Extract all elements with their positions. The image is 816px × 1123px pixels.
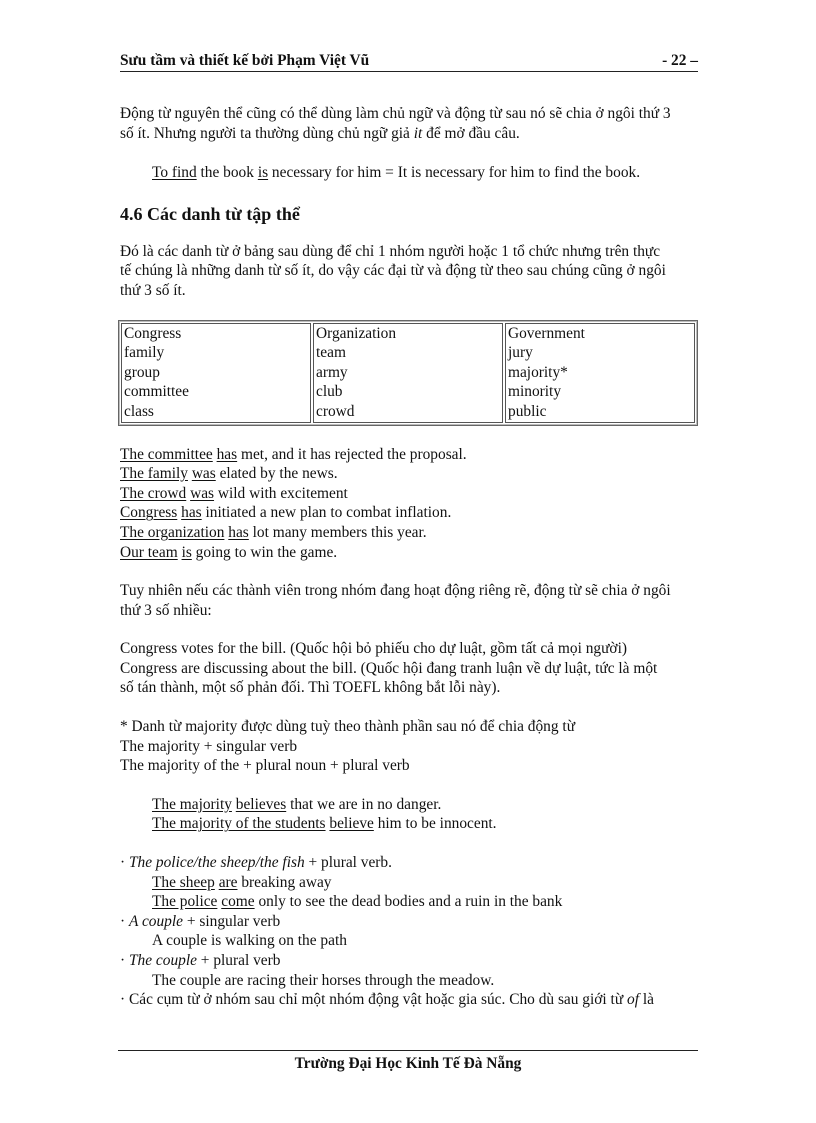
list-item: The police come only to see the dead bodies and a ruin in the bank bbox=[152, 893, 563, 911]
table-cell: Government bbox=[508, 324, 585, 342]
list-item: · Các cụm từ ở nhóm sau chỉ một nhóm động vật hoặc gia súc. Cho dù sau giới từ of là bbox=[120, 991, 654, 1009]
page-header bbox=[120, 50, 698, 72]
singular-examples: The committee has met, and it has rejected the proposal. The family was elated by the news. The crowd was wild with excitement Congress has initiated a new plan to combat inflation. The organization has lot many members this year. Our team is going to win the game. bbox=[120, 445, 467, 561]
table-cell: club bbox=[316, 383, 343, 401]
majority-examples: The majority believes that we are in no danger. The majority of the students believe him to be innocent. bbox=[152, 795, 497, 833]
list-item: A couple is walking on the path bbox=[152, 932, 347, 950]
list-item: The couple are racing their horses through the meadow. bbox=[152, 971, 495, 989]
section-description: Đó là các danh từ ở bảng sau dùng để chỉ 1 nhóm người hoặc 1 tổ chức nhưng trên thực tế chúng là những danh từ số ít, do vậy các đại từ và động từ theo sau chúng cũng ở ngôi thứ 3 số ít. bbox=[120, 242, 666, 299]
majority-note: * Danh từ majority được dùng tuỳ theo thành phần sau nó để chia động từ The majority + singular verb The majority of the + plural noun + plural verb bbox=[120, 718, 576, 775]
table-cell: class bbox=[124, 402, 154, 420]
list-item: The sheep are breaking away bbox=[152, 873, 332, 891]
bullet-list bbox=[120, 853, 698, 1010]
table-column-1 bbox=[121, 323, 311, 423]
table-cell: group bbox=[124, 363, 160, 381]
congress-examples: Congress votes for the bill. (Quốc hội bỏ phiếu cho dự luật, gồm tất cả mọi người) Congress are discussing about the bill. (Quốc hội đang tranh luận về dự luật, tức là một số tán thành, một số phản đối. Thì TOEFL không bắt lỗi này). bbox=[120, 640, 658, 697]
table-cell: crowd bbox=[316, 402, 355, 420]
italic-it: it bbox=[413, 124, 423, 142]
table-cell: minority bbox=[508, 383, 562, 401]
page-number: - 22 – bbox=[662, 52, 698, 69]
list-item: · A couple + singular verb bbox=[120, 912, 281, 930]
page-footer bbox=[118, 1050, 698, 1073]
table-cell: jury bbox=[508, 344, 533, 362]
table-cell: Organization bbox=[316, 324, 397, 342]
header-title: Sưu tầm và thiết kế bởi Phạm Việt Vũ bbox=[120, 52, 370, 69]
intro-paragraph: Động từ nguyên thể cũng có thể dùng làm chủ ngữ và động từ sau nó sẽ chia ở ngôi thứ 3 số ít. Nhưng người ta thường dùng chủ ngữ giả it để mở đầu câu. bbox=[120, 105, 671, 142]
table-cell: Congress bbox=[124, 324, 182, 342]
table-column-3 bbox=[505, 323, 695, 423]
document-page bbox=[120, 50, 698, 1010]
list-item: · The couple + plural verb bbox=[120, 952, 281, 969]
table-cell: team bbox=[316, 344, 346, 362]
table-row bbox=[121, 323, 695, 423]
table-cell: army bbox=[316, 363, 348, 381]
list-item: · The police/the sheep/the fish + plural verb. bbox=[120, 854, 392, 872]
footer-text: Trường Đại Học Kinh Tế Đà Nẵng bbox=[294, 1055, 522, 1072]
example-to-find: To find the book is necessary for him = It is necessary for him to find the book. bbox=[152, 164, 641, 182]
section-heading: 4.6 Các danh từ tập thể bbox=[120, 203, 300, 224]
table-column-2 bbox=[313, 323, 503, 423]
collective-nouns-table bbox=[118, 320, 698, 426]
intro-line-1: Động từ nguyên thể cũng có thể dùng làm chủ ngữ và động từ sau nó sẽ chia ở ngôi thứ 3 bbox=[120, 105, 671, 122]
table-cell: public bbox=[508, 402, 547, 420]
table-cell: family bbox=[124, 344, 165, 362]
table-cell: committee bbox=[124, 383, 189, 401]
table-cell: majority* bbox=[508, 363, 568, 381]
plural-note: Tuy nhiên nếu các thành viên trong nhóm đang hoạt động riêng rẽ, động từ sẽ chia ở ngôi thứ 3 số nhiều: bbox=[120, 582, 671, 619]
